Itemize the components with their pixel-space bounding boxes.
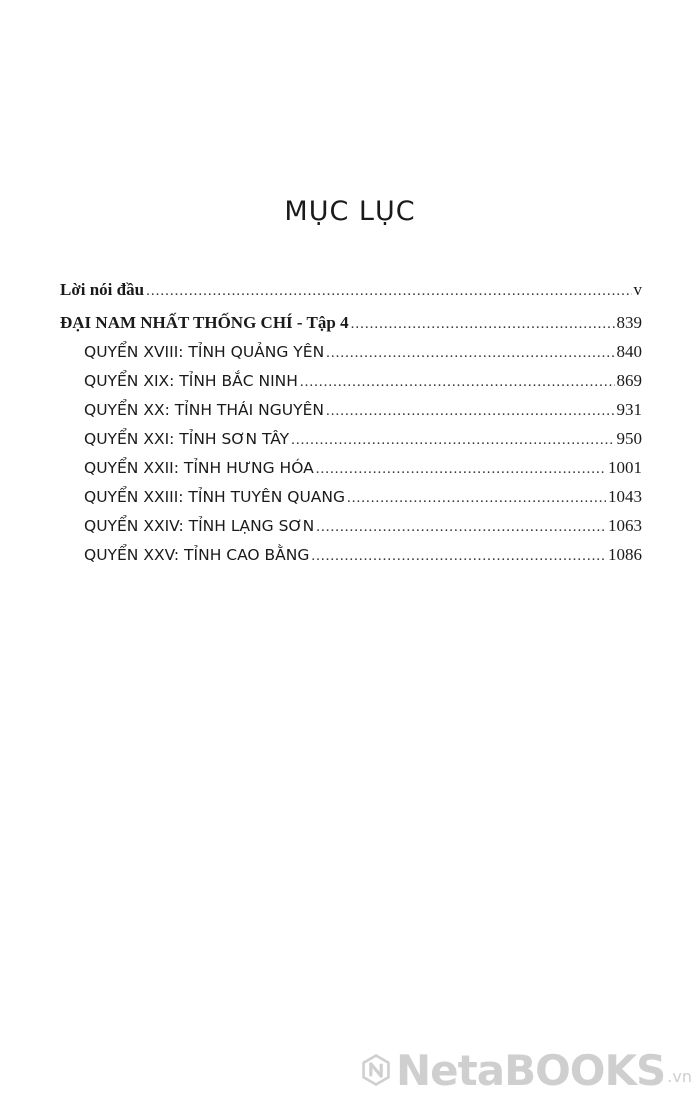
dot-leader <box>311 548 606 565</box>
watermark <box>362 1040 692 1100</box>
page-title: MỤC LỤC <box>284 196 416 227</box>
toc-entry-label: QUYỂN XXV: TỈNH CAO BẰNG <box>84 546 310 564</box>
dot-leader <box>326 345 614 362</box>
toc-entry-chapter[interactable] <box>60 400 642 429</box>
toc-entry-label: QUYỂN XXI: TỈNH SƠN TÂY <box>84 430 290 448</box>
dot-leader <box>316 461 606 478</box>
toc-page-number: 1001 <box>608 458 642 477</box>
watermark-suffix: .vn <box>667 1067 692 1086</box>
toc-entry-label: QUYỂN XXIII: TỈNH TUYÊN QUANG <box>84 488 345 506</box>
toc-entry-label: QUYỂN XIX: TỈNH BẮC NINH <box>84 372 298 390</box>
netabooks-logo-icon <box>362 1040 390 1100</box>
toc-entry-label: QUYỂN XXIV: TỈNH LẠNG SƠN <box>84 517 315 535</box>
toc-entry-chapter[interactable] <box>60 429 642 458</box>
toc-entry-chapter[interactable] <box>60 342 642 371</box>
table-of-contents <box>60 280 642 574</box>
watermark-brand: NetaBOOKS <box>396 1045 666 1095</box>
dot-leader <box>316 519 606 536</box>
toc-page-number: v <box>633 280 642 299</box>
toc-page-number: 839 <box>616 313 642 332</box>
toc-entry-label: QUYỂN XXII: TỈNH HƯNG HÓA <box>84 459 314 477</box>
toc-page-number: 1063 <box>608 516 642 535</box>
dot-leader <box>291 432 614 449</box>
toc-entry-preface[interactable] <box>60 280 642 309</box>
dot-leader <box>347 490 606 507</box>
toc-entry-label: Lời nói đầu <box>60 280 145 299</box>
dot-leader <box>326 403 615 420</box>
toc-page-number: 931 <box>616 400 642 419</box>
toc-entry-label: QUYỂN XVIII: TỈNH QUẢNG YÊN <box>84 343 325 361</box>
toc-page-number: 840 <box>616 342 642 361</box>
dot-leader <box>146 283 631 300</box>
toc-entry-volume[interactable] <box>60 313 642 342</box>
toc-entry-chapter[interactable] <box>60 371 642 400</box>
toc-page-number: 1086 <box>608 545 642 564</box>
dot-leader <box>300 374 615 391</box>
toc-page-number: 1043 <box>608 487 642 506</box>
toc-page-number: 869 <box>616 371 642 390</box>
toc-entry-label: ĐẠI NAM NHẤT THỐNG CHÍ - Tập 4 <box>60 313 349 332</box>
toc-entry-chapter[interactable] <box>60 487 642 516</box>
dot-leader <box>351 316 615 333</box>
toc-entry-label: QUYỂN XX: TỈNH THÁI NGUYÊN <box>84 401 324 419</box>
toc-page-number: 950 <box>616 429 642 448</box>
toc-entry-chapter[interactable] <box>60 545 642 574</box>
toc-entry-chapter[interactable] <box>60 458 642 487</box>
toc-entry-chapter[interactable] <box>60 516 642 545</box>
